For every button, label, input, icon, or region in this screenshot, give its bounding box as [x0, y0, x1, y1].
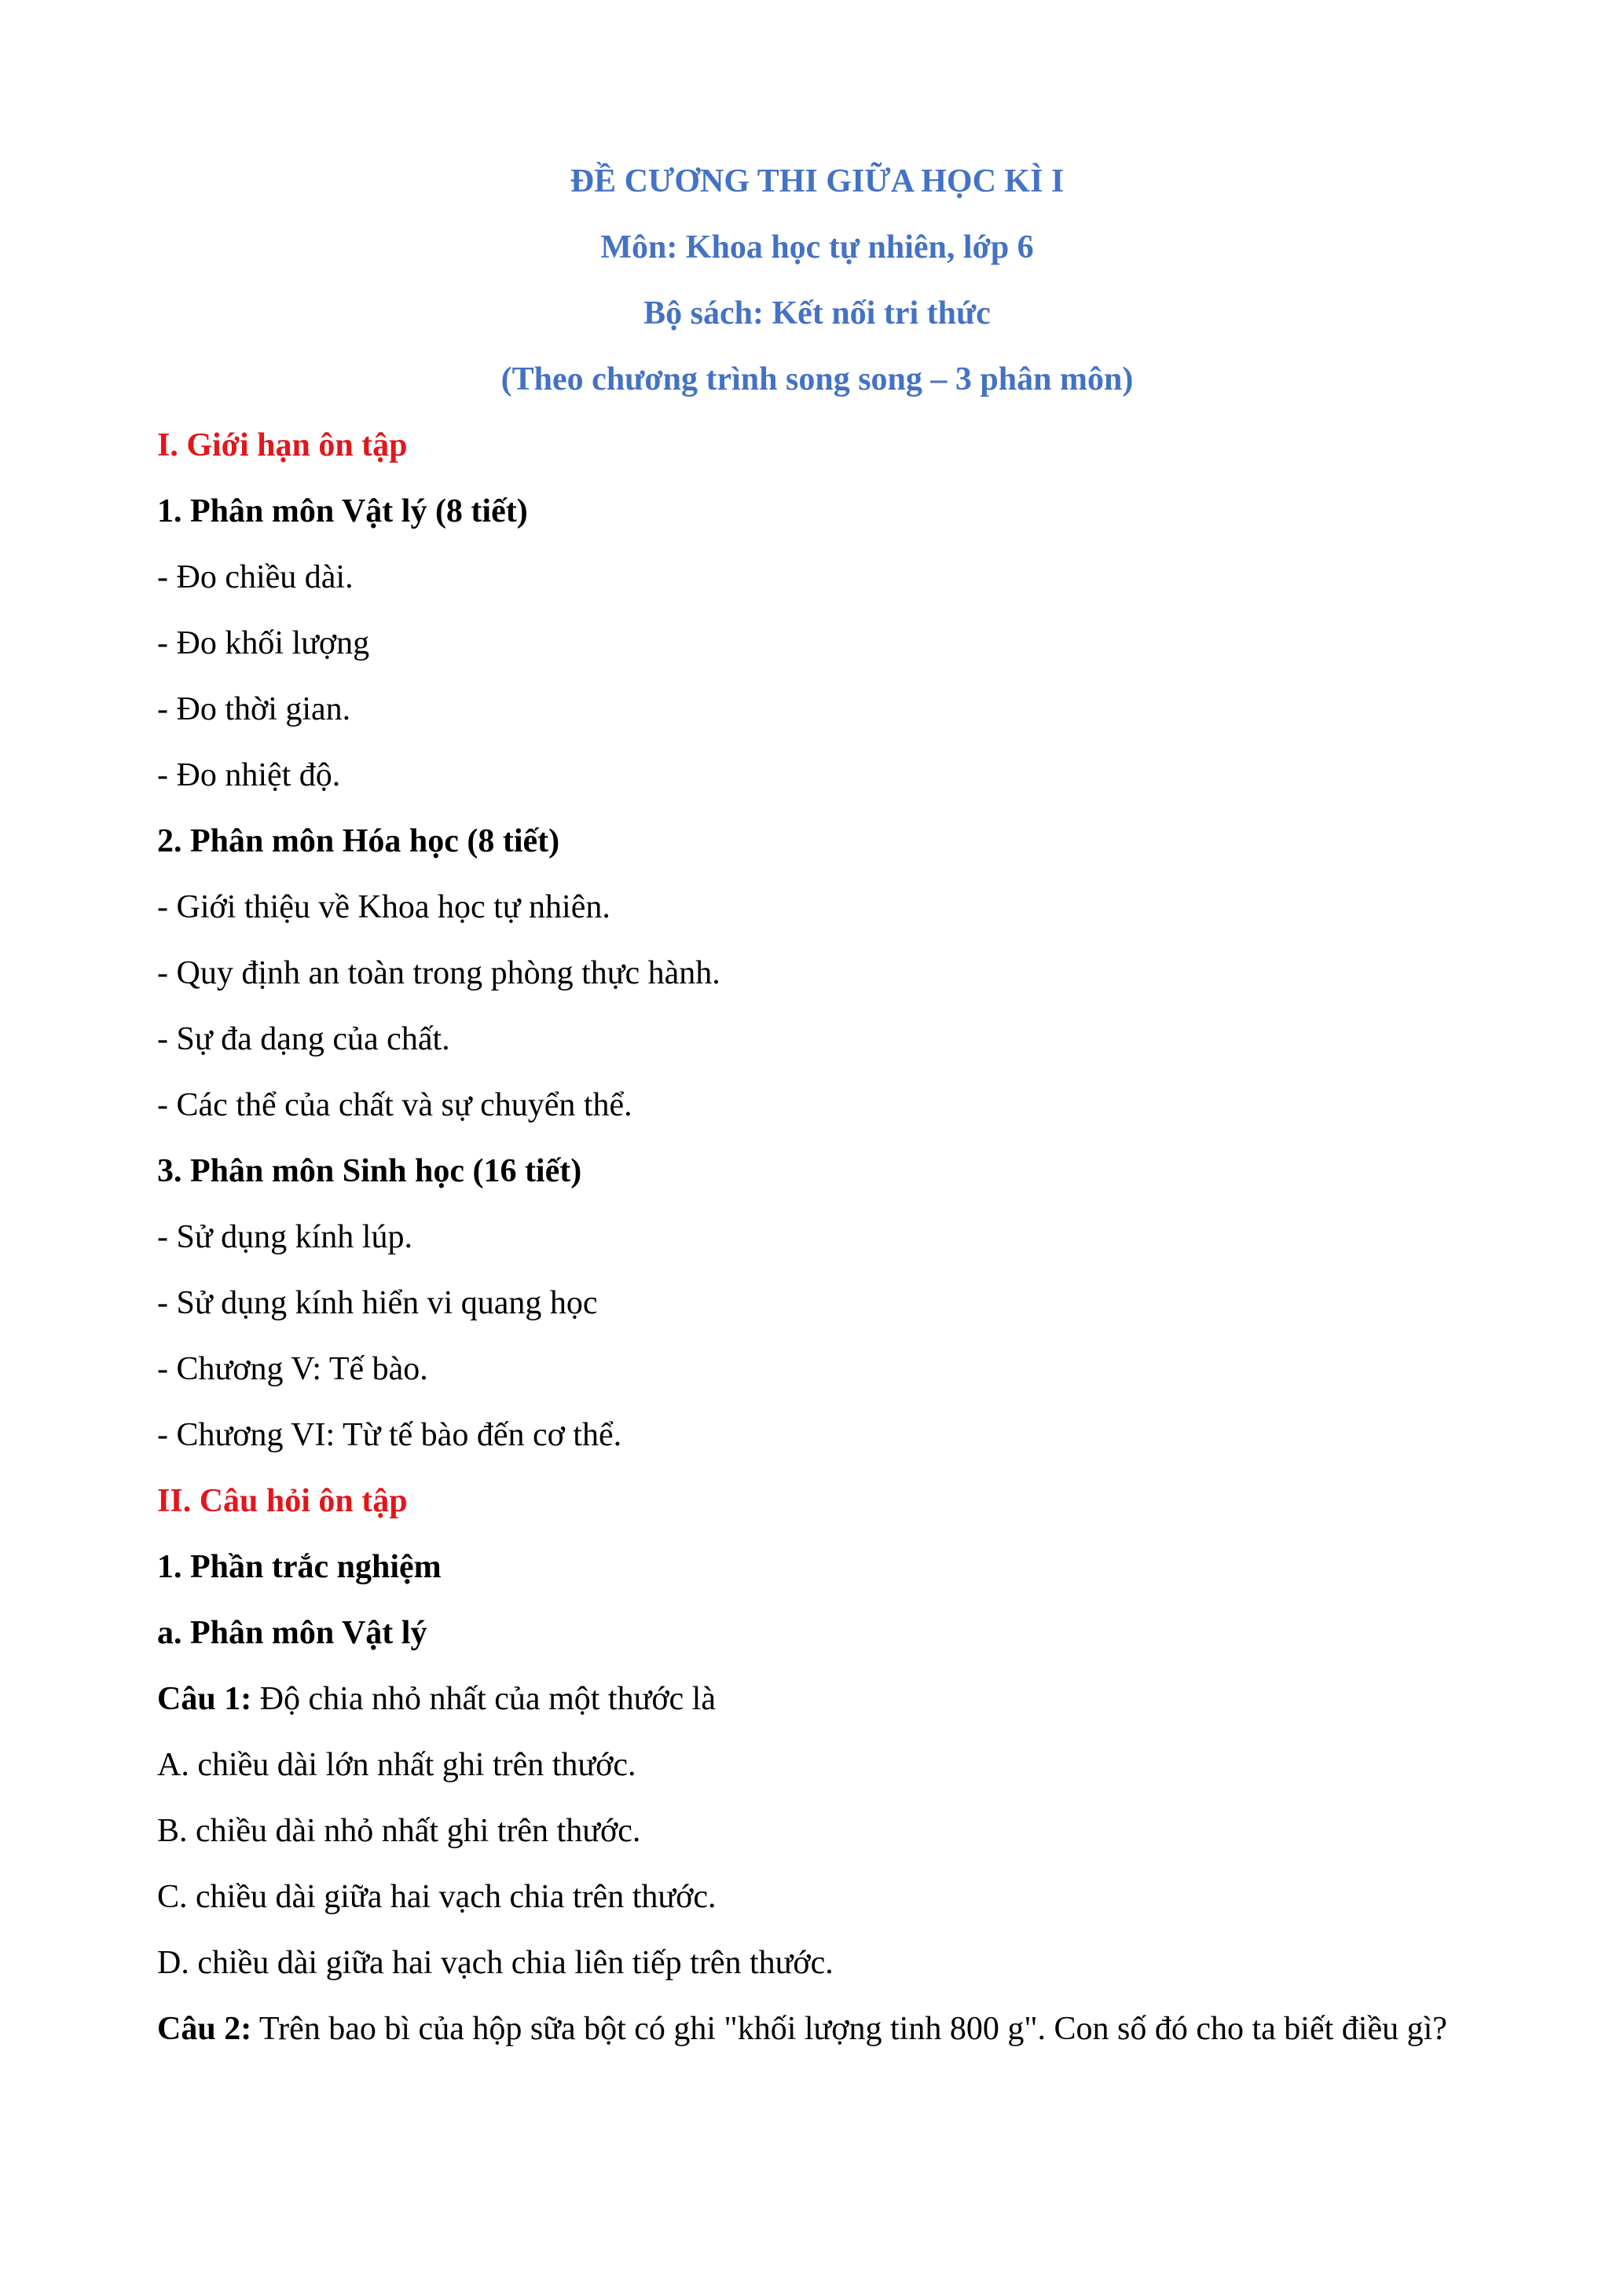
answer-option-c: C. chiều dài giữa hai vạch chia trên thước.: [157, 1879, 717, 1915]
list-item: - Chương VI: Từ tế bào đến cơ thể.: [157, 1417, 622, 1453]
question-text: Độ chia nhỏ nhất của một thước là: [251, 1681, 716, 1717]
list-item: - Các thể của chất và sự chuyển thể.: [157, 1087, 632, 1123]
list-item: - Đo chiều dài.: [157, 559, 354, 595]
subpart-heading-physics: a. Phân môn Vật lý: [157, 1615, 427, 1651]
answer-option-d: D. chiều dài giữa hai vạch chia liên tiếp trên thước.: [157, 1945, 834, 1981]
document-subject: Môn: Khoa học tự nhiên, lớp 6: [600, 229, 1034, 265]
list-item: - Đo khối lượng: [157, 625, 370, 661]
answer-option-b: B. chiều dài nhỏ nhất ghi trên thước.: [157, 1813, 641, 1849]
question-label: Câu 1:: [157, 1681, 252, 1717]
document-title: ĐỀ CƯƠNG THI GIỮA HỌC KÌ I: [570, 163, 1065, 200]
subsection-heading-biology: 3. Phân môn Sinh học (16 tiết): [157, 1153, 582, 1189]
list-item: - Sử dụng kính lúp.: [157, 1219, 412, 1255]
part-heading-multiple-choice: 1. Phần trắc nghiệm: [157, 1549, 442, 1585]
answer-option-a: A. chiều dài lớn nhất ghi trên thước.: [157, 1747, 636, 1783]
list-item: - Chương V: Tế bào.: [157, 1351, 428, 1387]
list-item: - Đo nhiệt độ.: [157, 757, 341, 793]
document-book: Bộ sách: Kết nối tri thức: [643, 295, 991, 331]
list-item: - Sử dụng kính hiển vi quang học: [157, 1285, 598, 1321]
section-heading-review-scope: I. Giới hạn ôn tập: [157, 427, 408, 463]
list-item: - Sự đa dạng của chất.: [157, 1021, 450, 1057]
question-1: [157, 1666, 1477, 1732]
section-heading-review-questions: II. Câu hỏi ôn tập: [157, 1483, 408, 1519]
list-item: - Đo thời gian.: [157, 691, 351, 727]
subsection-heading-chemistry: 2. Phân môn Hóa học (8 tiết): [157, 823, 560, 859]
list-item: - Quy định an toàn trong phòng thực hành.: [157, 955, 720, 991]
subsection-heading-physics: 1. Phân môn Vật lý (8 tiết): [157, 493, 528, 529]
document-page: [157, 148, 1477, 2062]
document-program: (Theo chương trình song song – 3 phân môn): [500, 361, 1134, 397]
question-2: [157, 1996, 1477, 2062]
question-text: Trên bao bì của hộp sữa bột có ghi "khối lượng tinh 800 g". Con số đó cho ta biết điều gì?: [251, 2011, 1447, 2047]
question-label: Câu 2:: [157, 2011, 252, 2047]
list-item: - Giới thiệu về Khoa học tự nhiên.: [157, 889, 610, 925]
